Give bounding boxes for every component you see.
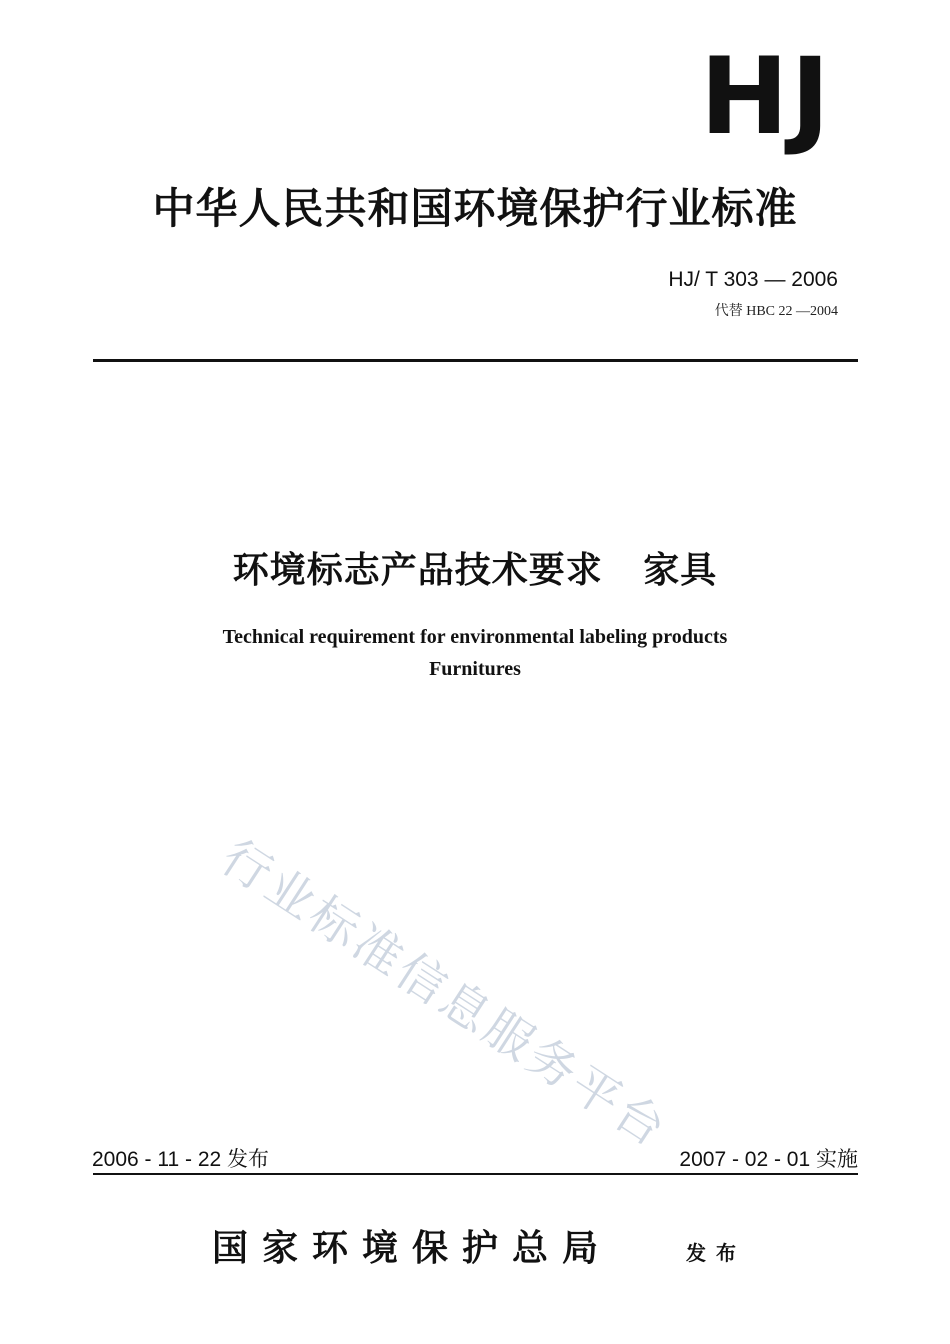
document-title-chinese: 环境标志产品技术要求 家具: [232, 550, 718, 591]
publisher-name: 国家环境保护总局: [212, 1228, 613, 1269]
document-title-english: Technical requirement for environmental labeling products: [222, 626, 728, 648]
publish-label: 发布: [686, 1241, 746, 1265]
standard-code: HJ/ T 303 — 2006: [668, 268, 838, 291]
hj-logo: HJ: [699, 35, 832, 158]
issue-date: 2006 - 11 - 22 发布: [92, 1148, 270, 1171]
replaces-standard: 代替 HBC 22 —2004: [714, 304, 838, 319]
document-subtitle-english: Furnitures: [429, 658, 521, 680]
implementation-date: 2007 - 02 - 01 实施: [679, 1148, 858, 1171]
standard-category-title: 中华人民共和国环境保护行业标准: [152, 184, 798, 233]
top-divider: [93, 359, 858, 362]
bottom-divider: [93, 1173, 858, 1175]
watermark: 行业标准信息服务平台: [211, 829, 679, 1160]
